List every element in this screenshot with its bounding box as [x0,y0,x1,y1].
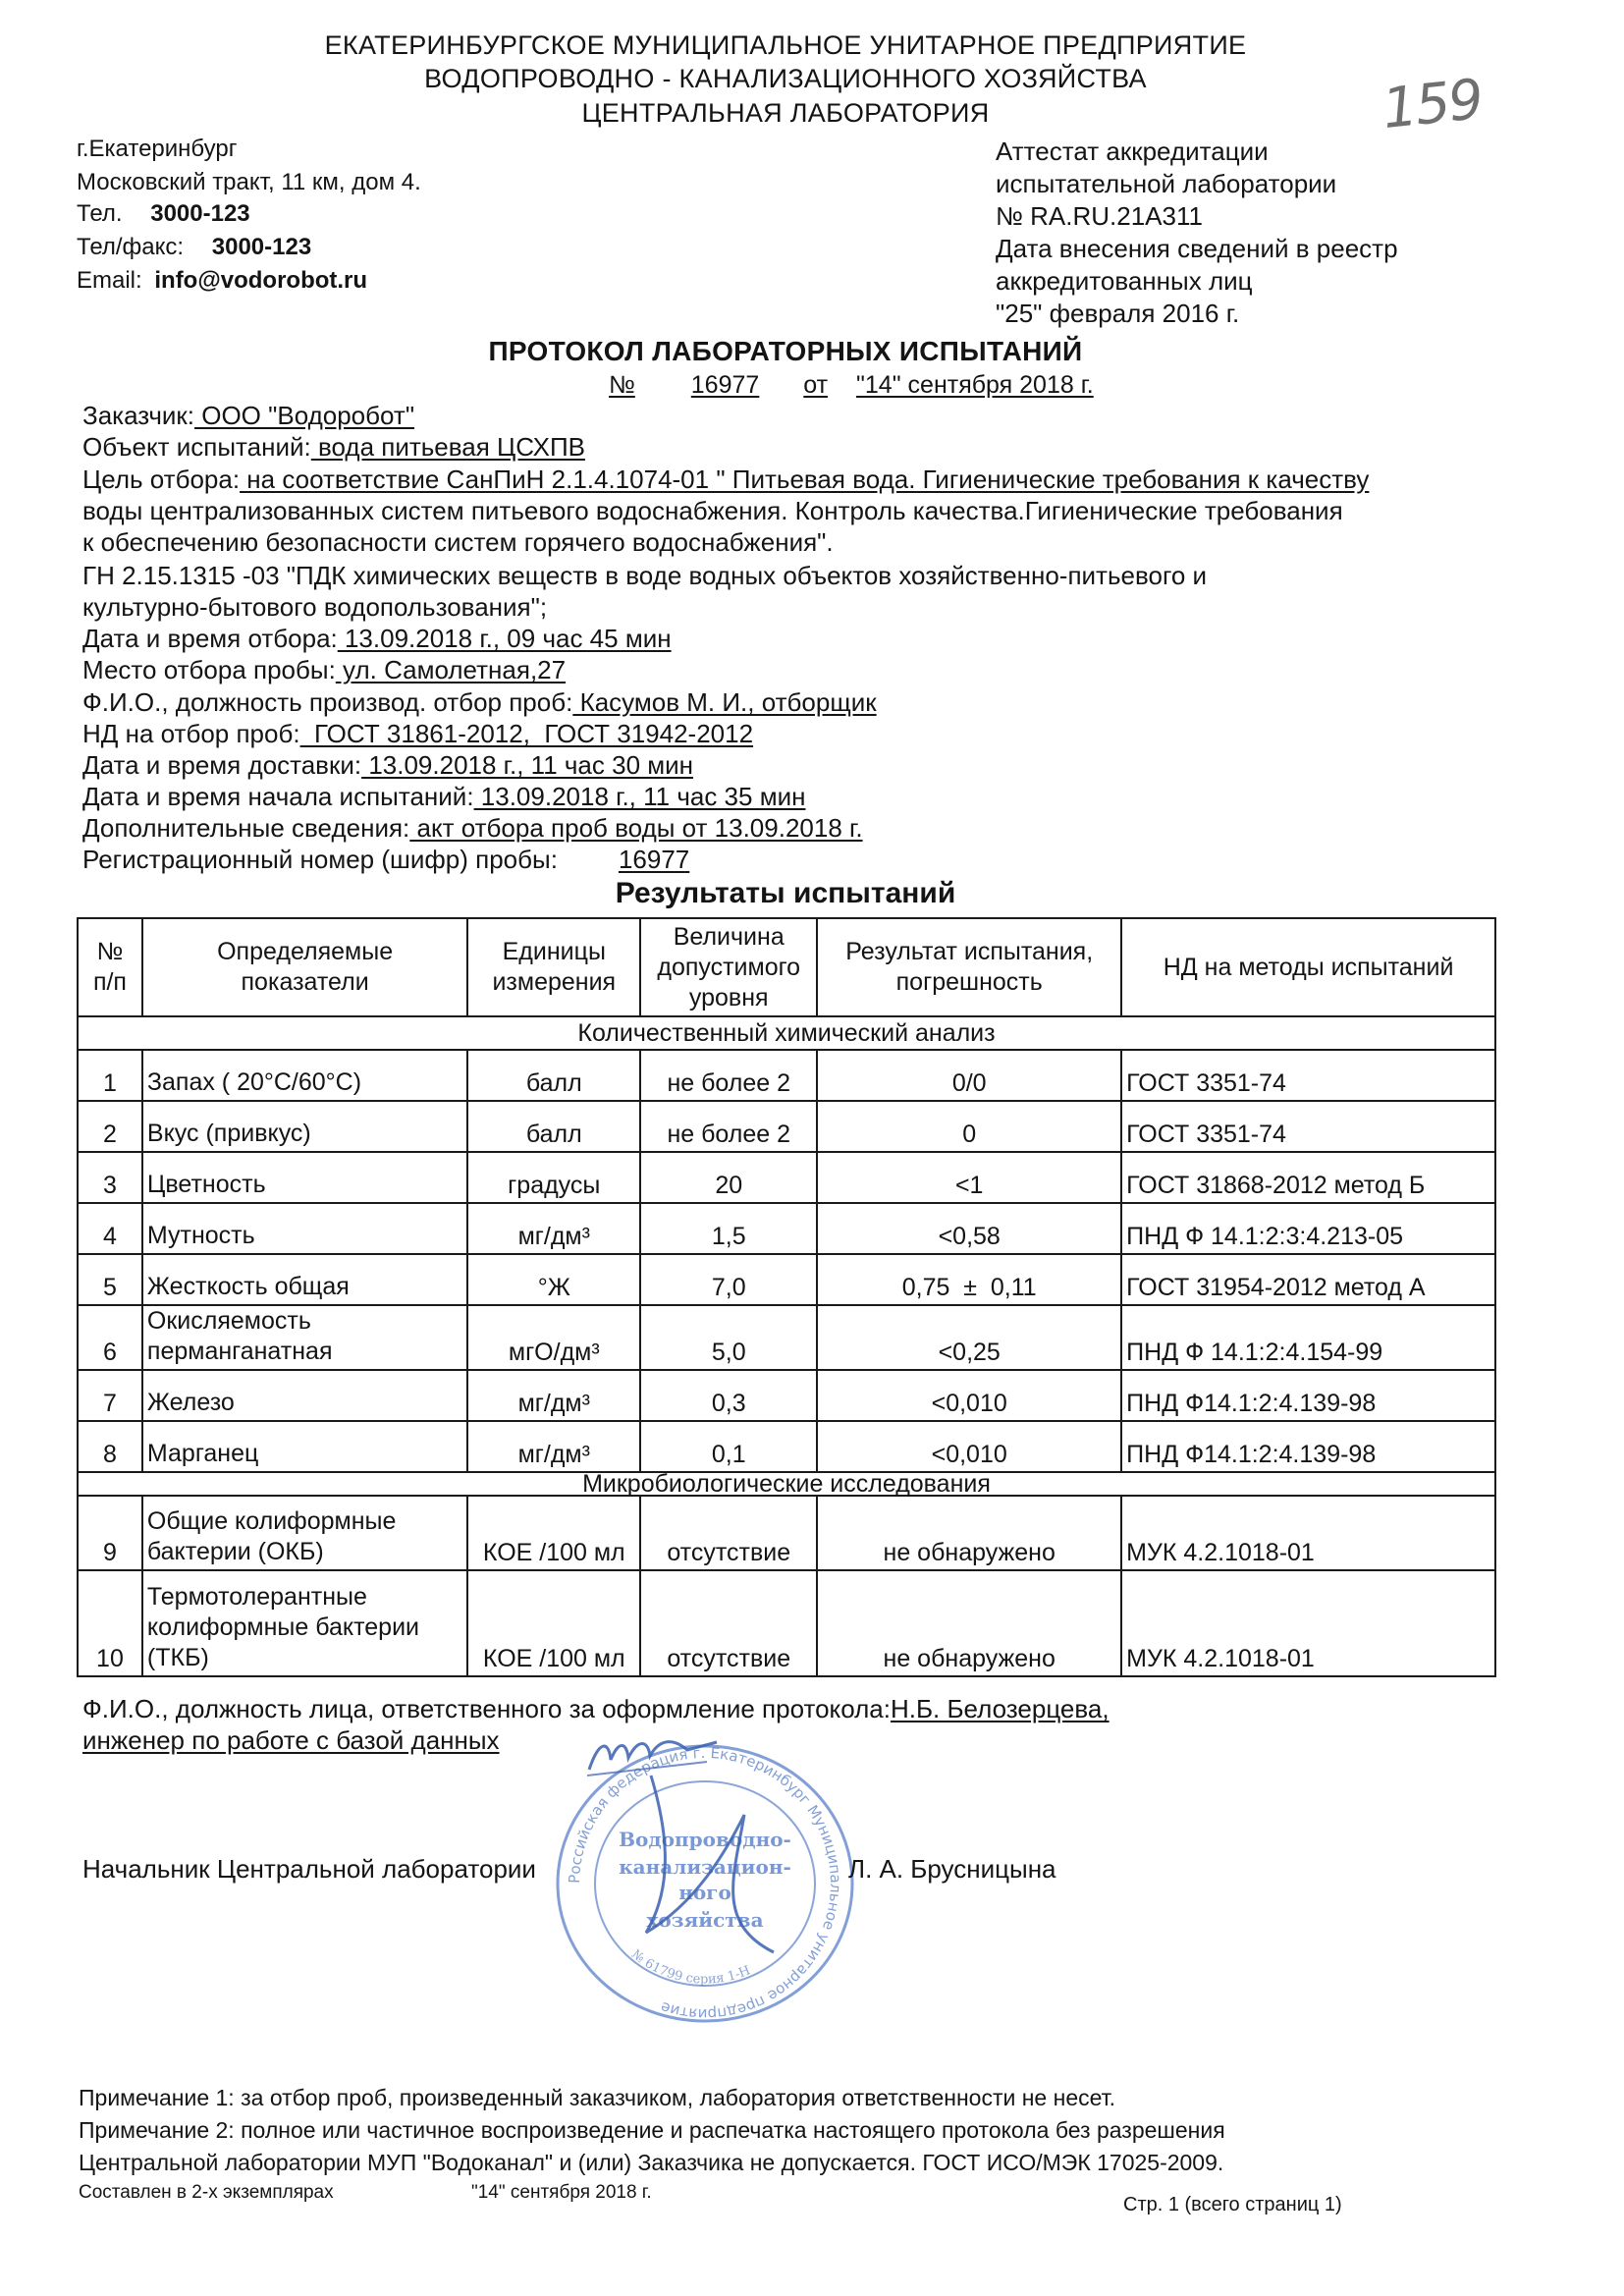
section-micro: Микробиологические исследования [78,1472,1495,1496]
row-parameter: Мутность [142,1203,467,1254]
email-value: info@vodorobot.ru [154,267,368,294]
note-1: Примечание 1: за отбор проб, произведенный заказчиком, лаборатория ответственности не несет. [79,2085,1116,2110]
row-parameter: Термотолерантные колиформные бактерии (ТКБ) [142,1570,467,1676]
stamp-center-1: Водопроводно- [619,1828,791,1851]
row-method: ГОСТ 3351-74 [1121,1101,1495,1152]
email-label: Email: [77,267,142,294]
results-title: Результаты испытаний [615,877,956,909]
row-limit: 7,0 [640,1254,817,1305]
row-limit: 5,0 [640,1305,817,1370]
address-email [77,265,367,297]
row-method: МУК 4.2.1018-01 [1121,1570,1495,1676]
handwritten-page-number: 159 [1379,67,1486,142]
row-parameter: Вкус (привкус) [142,1101,467,1152]
note-3: Центральной лаборатории МУП "Водоканал" и (или) Заказчика не допускается. ГОСТ ИСО/МЭК 17025-2009. [79,2150,1224,2175]
row-method: ГОСТ 31868-2012 метод Б [1121,1152,1495,1203]
row-unit: балл [467,1101,640,1152]
section-chemical: Количественный химический анализ [78,1016,1495,1050]
address-city: г.Екатеринбург [77,136,238,162]
phone-value: 3000-123 [150,200,250,227]
accreditation-line3: № RA.RU.21А311 [996,201,1203,231]
address-fax [77,232,311,263]
table-row [78,1421,1495,1472]
row-limit: отсутствие [640,1496,817,1570]
row-unit: КОЕ /100 мл [467,1496,640,1570]
org-name-line1: ЕКАТЕРИНБУРГСКОЕ МУНИЦИПАЛЬНОЕ УНИТАРНОЕ ПРЕДПРИЯТИЕ [324,30,1247,60]
purpose-line2: воды централизованных систем питьевого водоснабжения. Контроль качества.Гигиенические требования [82,496,1343,525]
header-result: Результат испытания, погрешность [817,918,1121,1016]
stamp-center-4: хозяйства [646,1908,764,1932]
object-value: вода питьевая ЦСХПВ [310,432,585,462]
delivery-line [82,750,693,781]
protocol-date: "14" сентября 2018 г. [856,371,1094,399]
row-result: <1 [817,1152,1121,1203]
fax-label: Тел/факс: [77,234,185,260]
sample-datetime-value: 13.09.2018 г., 09 час 45 мин [337,624,672,653]
row-limit: 20 [640,1152,817,1203]
nd-sampling-line [82,719,753,749]
row-result: не обнаружено [817,1570,1121,1676]
notes-block [79,2082,1225,2179]
row-result: <0,010 [817,1370,1121,1421]
test-start-value: 13.09.2018 г., 11 час 35 мин [473,782,806,811]
object-line [82,432,585,463]
row-parameter: Запах ( 20°С/60°С) [142,1050,467,1101]
chief-label: Начальник Центральной лаборатории [82,1854,536,1884]
row-unit: мг/дм³ [467,1203,640,1254]
accreditation-line6: "25" февраля 2016 г. [996,299,1240,328]
nd-sampling-value: ГОСТ 31861-2012, ГОСТ 31942-2012 [299,719,754,748]
row-number: 2 [78,1101,142,1152]
extra-info-value: акт отбора проб воды от 13.09.2018 г. [409,813,863,843]
responsible-label: Ф.И.О., должность лица, ответственного за оформление протокола: [82,1694,891,1723]
table-row [78,1203,1495,1254]
note-2: Примечание 2: полное или частичное воспроизведение и распечатка настоящего протокола без разрешения [79,2117,1225,2143]
stamp-center-3: ного [678,1881,731,1904]
row-parameter: Общие колиформные бактерии (ОКБ) [142,1496,467,1570]
row-parameter: Окисляемость перманганатная [142,1305,467,1370]
row-method: ПНД Ф 14.1:2:4.154-99 [1121,1305,1495,1370]
row-number: 5 [78,1254,142,1305]
extra-info-line [82,813,863,844]
registration-label: Регистрационный номер (шифр) пробы: [82,845,558,874]
footer-copies: Составлен в 2-х экземплярах [79,2182,334,2203]
protocol-title: ПРОТОКОЛ ЛАБОРАТОРНЫХ ИСПЫТАНИЙ [488,336,1083,366]
accreditation-line5: аккредитованных лиц [996,266,1253,296]
footer-date: "14" сентября 2018 г. [471,2182,652,2203]
protocol-number-line [609,371,1094,400]
delivery-label: Дата и время доставки: [82,750,362,780]
fax-value: 3000-123 [211,234,312,260]
sampler-value: Касумов М. И., отборщик [572,687,877,717]
responsible-name: Н.Б. Белозерцева, [890,1694,1110,1723]
purpose-line1 [82,465,1369,495]
purpose-line4: ГН 2.15.1315 -03 "ПДК химических веществ в воде водных объектов хозяйственно-питьевого и [82,561,1208,590]
nd-sampling-label: НД на отбор проб: [82,719,300,748]
stamp-center-2: канализацион- [619,1855,791,1879]
row-unit: градусы [467,1152,640,1203]
sample-place-line [82,655,566,685]
row-unit: КОЕ /100 мл [467,1570,640,1676]
section-row-chemical [78,1016,1495,1050]
row-method: МУК 4.2.1018-01 [1121,1496,1495,1570]
accreditation-block [996,136,1585,330]
protocol-no-label: № [609,371,635,399]
purpose-line5: культурно-бытового водопользования"; [82,592,548,622]
customer-line [82,401,414,431]
row-method: ПНД Ф14.1:2:4.139-98 [1121,1421,1495,1472]
address-phone [77,198,250,230]
row-limit: не более 2 [640,1101,817,1152]
protocol-number: 16977 [690,371,760,399]
row-result: <0,58 [817,1203,1121,1254]
row-result: 0 [817,1101,1121,1152]
row-number: 9 [78,1496,142,1570]
purpose-line3: к обеспечению безопасности систем горячего водоснабжения". [82,527,834,557]
row-limit: не более 2 [640,1050,817,1101]
accreditation-line4: Дата внесения сведений в реестр [996,234,1398,263]
stamp-bottom-text: № 61799 серия 1-Н [628,1946,753,1988]
row-result: <0,010 [817,1421,1121,1472]
table-row [78,1254,1495,1305]
row-number: 10 [78,1570,142,1676]
protocol-from-label: от [803,371,829,399]
row-limit: 0,3 [640,1370,817,1421]
header-no: № п/п [78,918,142,1016]
results-table [77,917,1496,1677]
row-number: 8 [78,1421,142,1472]
delivery-value: 13.09.2018 г., 11 час 30 мин [361,750,694,780]
row-result: <0,25 [817,1305,1121,1370]
row-number: 3 [78,1152,142,1203]
row-result: не обнаружено [817,1496,1121,1570]
row-number: 6 [78,1305,142,1370]
row-method: ПНД Ф14.1:2:4.139-98 [1121,1370,1495,1421]
sampler-line [82,687,877,718]
section-row-micro [78,1472,1495,1496]
table-row [78,1050,1495,1101]
customer-label: Заказчик: [82,401,195,430]
registration-value: 16977 [618,845,690,874]
chief-name: Л. А. Брусницына [848,1854,1056,1884]
row-number: 1 [78,1050,142,1101]
purpose-value-1: на соответствие СанПиН 2.1.4.1074-01 " Питьевая вода. Гигиенические требования к качеству [240,465,1370,494]
row-limit: 1,5 [640,1203,817,1254]
table-row [78,1305,1495,1370]
row-limit: отсутствие [640,1570,817,1676]
table-row [78,1152,1495,1203]
header-method: НД на методы испытаний [1121,918,1495,1016]
row-unit: мг/дм³ [467,1370,640,1421]
table-row [78,1570,1495,1676]
row-unit: мг/дм³ [467,1421,640,1472]
row-parameter: Жесткость общая [142,1254,467,1305]
row-parameter: Марганец [142,1421,467,1472]
row-unit: °Ж [467,1254,640,1305]
test-start-line [82,782,805,812]
test-start-label: Дата и время начала испытаний: [82,782,474,811]
signature-responsible [579,1721,727,1789]
table-row [78,1496,1495,1570]
row-result: 0/0 [817,1050,1121,1101]
table-row [78,1101,1495,1152]
row-method: ГОСТ 31954-2012 метод А [1121,1254,1495,1305]
table-row [78,1370,1495,1421]
sampler-label: Ф.И.О., должность производ. отбор проб: [82,687,573,717]
stamp-ring-text: Российская федерация г. Екатеринбург Муниципальное унитарное предприятие [565,1743,845,2024]
object-label: Объект испытаний: [82,432,311,462]
row-method: ГОСТ 3351-74 [1121,1050,1495,1101]
header-unit: Единицы измерения [467,918,640,1016]
table-header-row [78,918,1495,1016]
purpose-label: Цель отбора: [82,465,241,494]
org-name-line2: ВОДОПРОВОДНО - КАНАЛИЗАЦИОННОГО ХОЗЯЙСТВА [424,64,1147,93]
address-street: Московский тракт, 11 км, дом 4. [77,169,421,195]
accreditation-line1: Аттестат аккредитации [996,137,1269,166]
customer-value: ООО "Водоробот" [194,401,415,430]
row-number: 4 [78,1203,142,1254]
sample-datetime-label: Дата и время отбора: [82,624,338,653]
footer-page-number: Стр. 1 (всего страниц 1) [1123,2194,1342,2215]
row-method: ПНД Ф 14.1:2:3:4.213-05 [1121,1203,1495,1254]
phone-label: Тел. [77,200,123,227]
header-limit: Величина допустимого уровня [640,918,817,1016]
row-unit: балл [467,1050,640,1101]
header-param: Определяемые показатели [142,918,467,1016]
sample-place-label: Место отбора пробы: [82,655,336,684]
row-parameter: Железо [142,1370,467,1421]
svg-text:№ 61799 серия 1-Н [628,1947,752,1988]
row-unit: мгО/дм³ [467,1305,640,1370]
row-result: 0,75 ± 0,11 [817,1254,1121,1305]
row-limit: 0,1 [640,1421,817,1472]
row-parameter: Цветность [142,1152,467,1203]
org-name-line3: ЦЕНТРАЛЬНАЯ ЛАБОРАТОРИЯ [581,98,990,128]
sample-place-value: ул. Самолетная,27 [335,655,567,684]
registration-line [82,845,689,875]
sample-datetime-line [82,624,672,654]
accreditation-line2: испытательной лаборатории [996,169,1337,198]
responsible-position: инженер по работе с базой данных [82,1725,500,1755]
extra-info-label: Дополнительные сведения: [82,813,410,843]
row-number: 7 [78,1370,142,1421]
